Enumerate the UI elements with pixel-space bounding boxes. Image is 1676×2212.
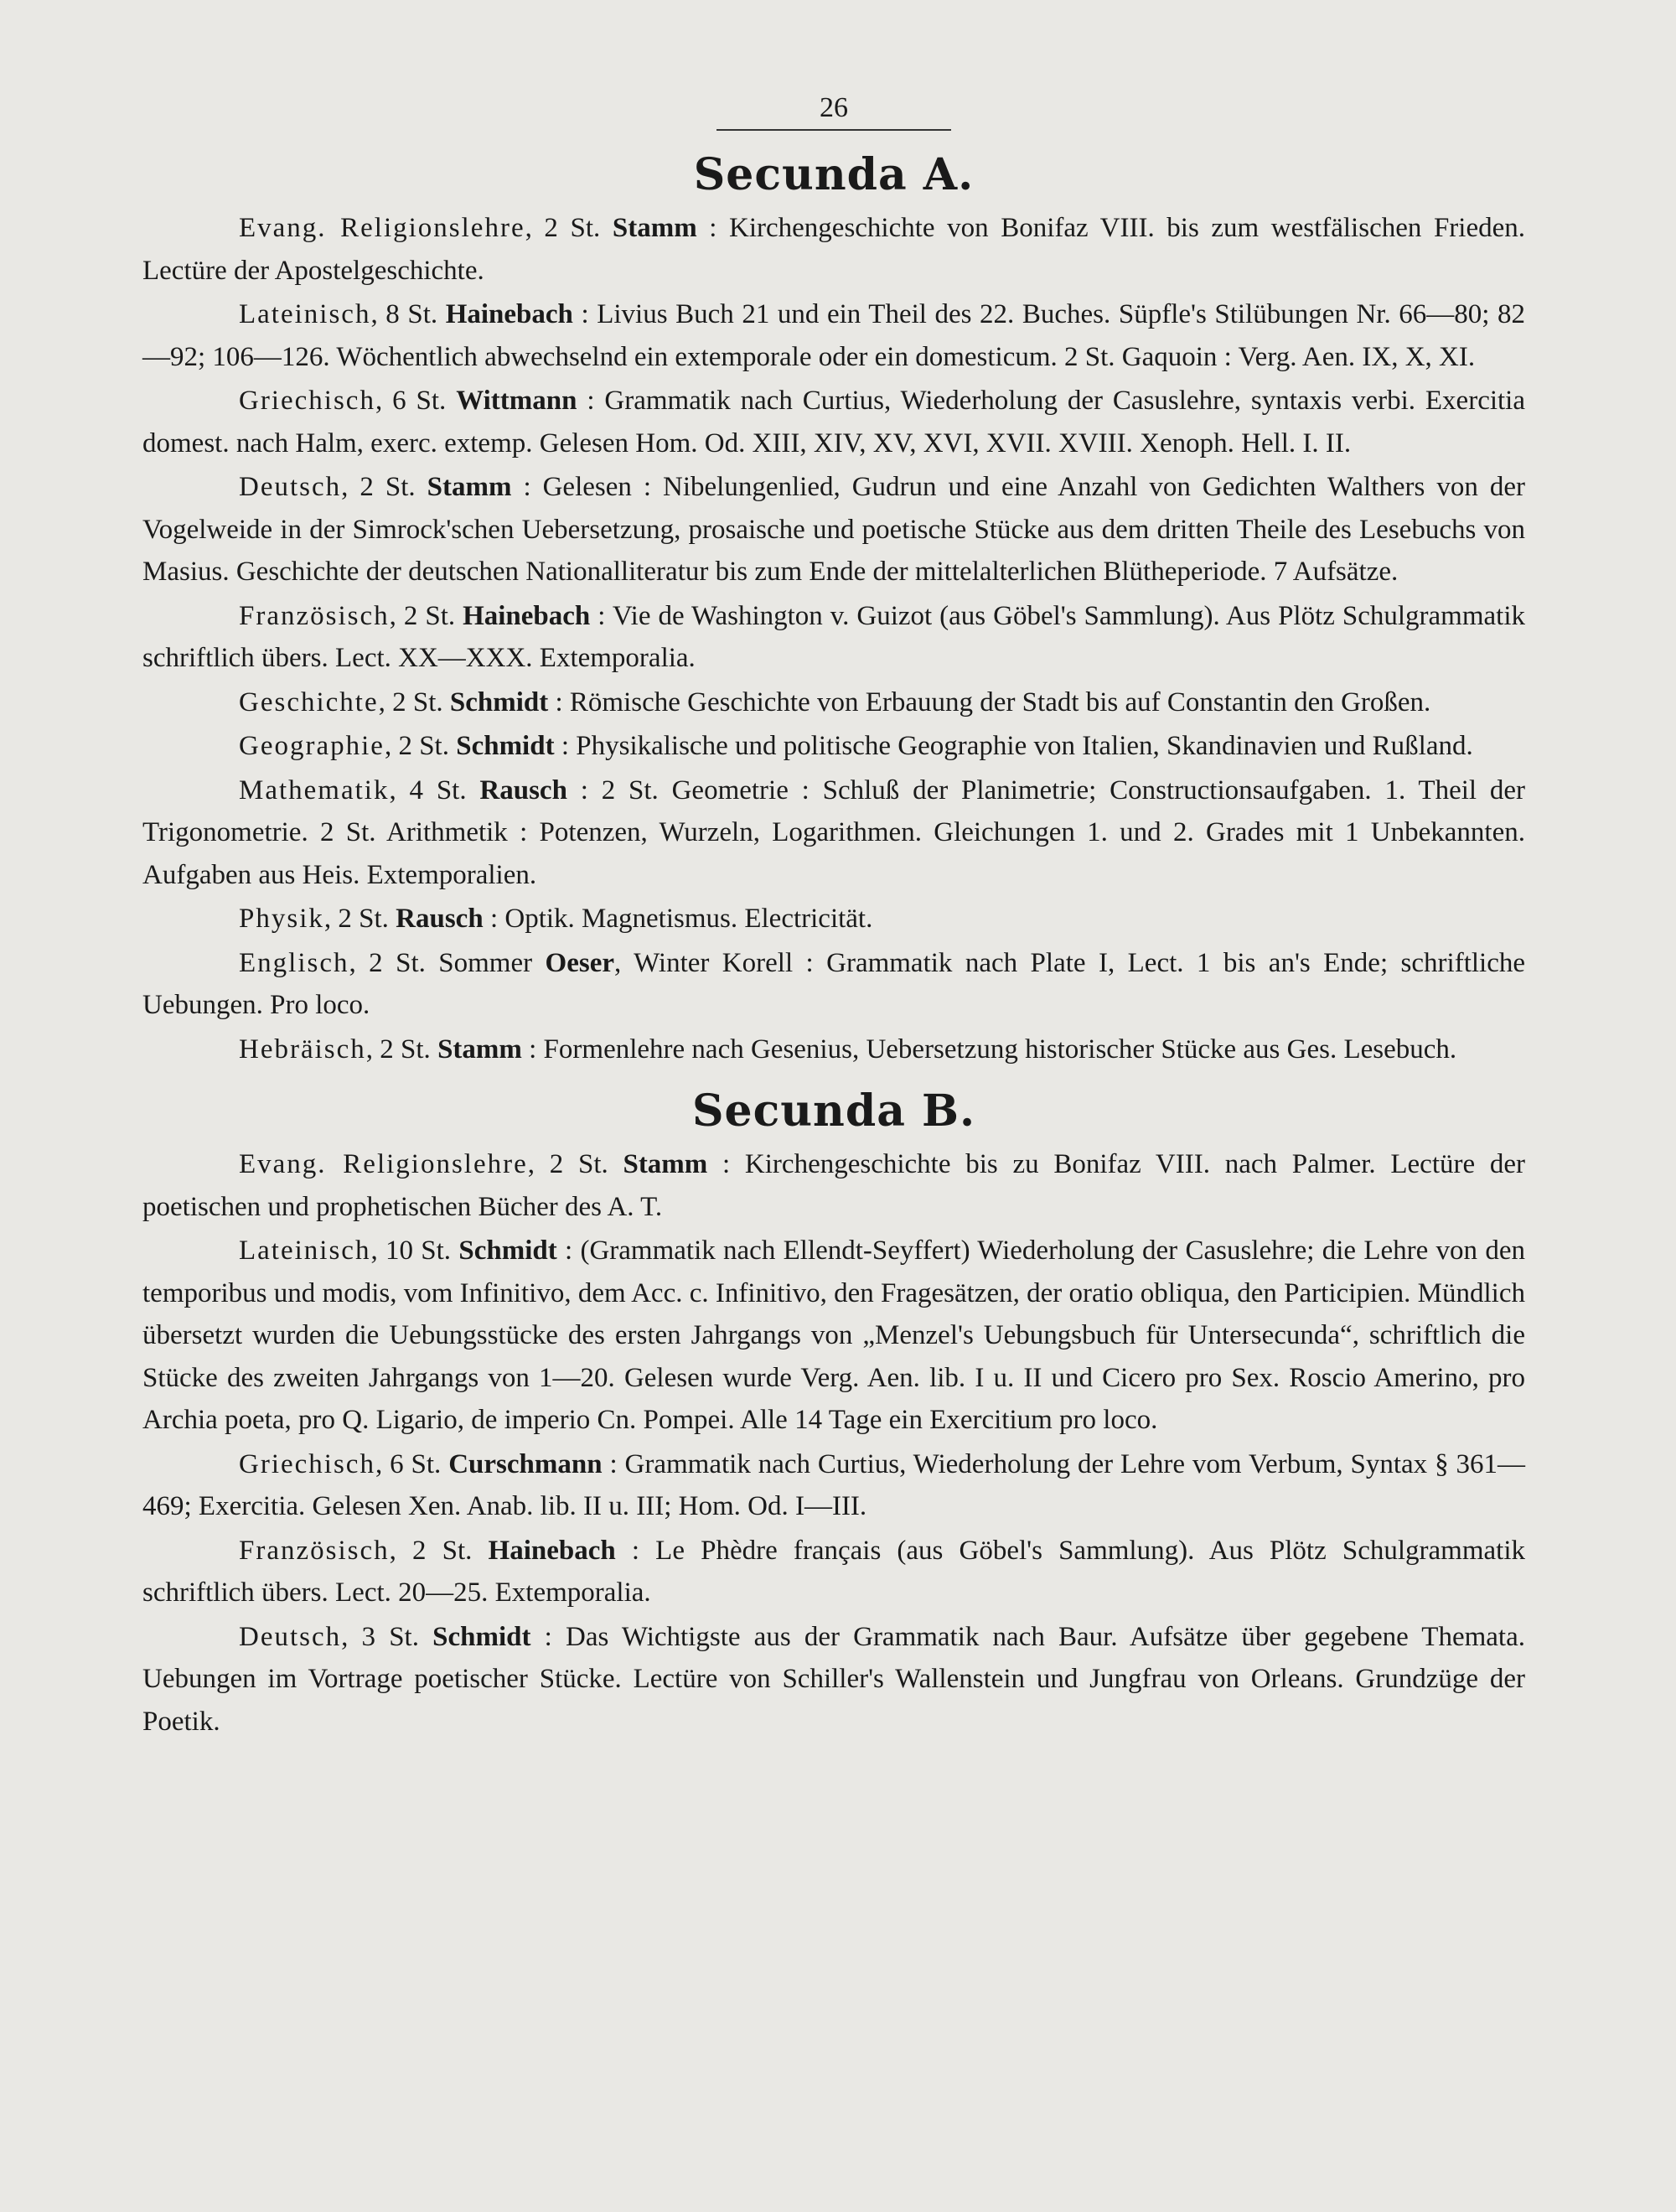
hours: , 6 St. xyxy=(375,1448,449,1479)
hours: , 2 St. Sommer xyxy=(349,947,546,978)
subject-label: Lateinisch xyxy=(239,299,371,329)
subject-label: Französisch xyxy=(239,1535,390,1566)
hours: , 2 St. xyxy=(527,1149,623,1179)
hours: , 2 St. xyxy=(378,686,450,717)
hours: , 2 St. xyxy=(323,904,396,934)
entry-text: : Livius Buch 21 und ein Theil des 22. Buches. Süpfle's Stilübungen Nr. 66—80; 82—92; 106—126. Wöchentlich abwechselnd ein extemporale oder ein domesticum. 2 St. Gaquoin : Verg. Aen. IX, X, XI. xyxy=(142,299,1526,372)
entry-text: : Physikalische und politische Geographie von Italien, Skandinavien und Rußland. xyxy=(554,731,1473,761)
subject-label: Griechisch xyxy=(239,386,375,416)
hours: , 2 St. xyxy=(389,1535,489,1566)
entry-geography-a xyxy=(142,725,1525,768)
entry-text: : Das Wichtigste aus der Grammatik nach Baur. Aufsätze über gegebene Themata. Uebungen im Vortrage poetischer Stücke. Lectüre von Schiller's Wallenstein und Jungfrau von Orleans. Grundzüge der Poetik. xyxy=(142,1621,1525,1737)
entry-text: : Grammatik nach Curtius, Wiederholung der Lehre vom Verbum, Syntax § 361—469; Exercitia. Gelesen Xen. Anab. lib. II u. III; Hom. Od. I—III. xyxy=(142,1448,1525,1521)
teacher-name: Rausch xyxy=(396,904,484,934)
section-heading-secunda-a: Secunda A. xyxy=(693,149,975,200)
teacher-name: Rausch xyxy=(479,774,567,806)
teacher-name: Stamm xyxy=(427,472,512,502)
entry-german-a xyxy=(142,466,1525,593)
teacher-name: Stamm xyxy=(623,1149,708,1179)
subject-label: Englisch xyxy=(239,947,349,978)
teacher-name: Schmidt xyxy=(456,731,555,761)
entry-hebrew-a xyxy=(142,1028,1525,1071)
entry-french-a xyxy=(142,595,1525,680)
teacher-name: Hainebach xyxy=(488,1535,616,1566)
subject-label: Griechisch xyxy=(239,1448,375,1479)
entry-text: : Gelesen : Nibelungenlied, Gudrun und eine Anzahl von Gedichten Walthers von der Vogelweide in der Simrock'schen Uebersetzung, prosaische und poetische Stücke aus dem dritten Theile des Lesebuchs von Masius. Geschichte der deutschen Nationalliteratur bis zum Ende der mittelalterlichen Blütheperiode. 7 Aufsätze. xyxy=(142,472,1525,587)
teacher-name: Schmidt xyxy=(449,686,549,717)
teacher-name: Hainebach xyxy=(445,299,573,329)
document-page xyxy=(142,92,1525,2154)
entry-text: , Winter Korell : Grammatik nach Plate I, Lect. 1 bis an's Ende; schriftliche Uebungen. Pro loco. xyxy=(142,947,1525,1020)
hours: , 2 St. xyxy=(389,600,463,631)
entry-latin-a xyxy=(142,293,1525,378)
subject-label: Evang. Religionslehre xyxy=(239,213,525,243)
hours: , 2 St. xyxy=(525,213,613,243)
hours: , 2 St. xyxy=(365,1033,438,1065)
teacher-name: Schmidt xyxy=(458,1236,557,1266)
page-number: 26 xyxy=(820,92,848,123)
hours: , 2 St. xyxy=(341,472,427,502)
entry-french-b xyxy=(142,1530,1525,1614)
hours: , 6 St. xyxy=(375,386,457,416)
subject-label: Deutsch xyxy=(239,1621,342,1652)
entry-text: : Kirchengeschichte bis zu Bonifaz VIII. nach Palmer. Lectüre der poetischen und prophetischen Bücher des A. T. xyxy=(142,1149,1525,1222)
subject-label: Lateinisch xyxy=(239,1236,371,1266)
hours: , 8 St. xyxy=(370,299,446,329)
subject-label: Hebräisch xyxy=(239,1033,366,1065)
subject-label: Physik xyxy=(239,904,324,934)
teacher-name: Oeser xyxy=(545,947,614,978)
subject-label: Geographie xyxy=(239,731,385,761)
entry-english-a xyxy=(142,942,1525,1027)
entry-text: : (Grammatik nach Ellendt-Seyffert) Wiederholung der Casuslehre; die Lehre von den temporibus und modis, vom Infinitivo, dem Acc. c. Infinitivo, den Fragesätzen, der oratio obliqua, den Participien. Mündlich übersetzt wurden die Uebungsstücke des ersten Jahrgangs von „Menzel's Uebungsbuch für Untersecunda“, schriftlich die Stücke des zweiten Jahrgangs von 1—20. Gelesen wurde Verg. Aen. lib. I u. II und Cicero pro Sex. Roscio Amerino, pro Archia poeta, pro Q. Ligario, de imperio Cn. Pompei. Alle 14 Tage ein Exercitium pro loco. xyxy=(142,1236,1525,1435)
entry-text: : Formenlehre nach Gesenius, Uebersetzung historischer Stücke aus Ges. Lesebuch. xyxy=(521,1033,1457,1065)
entry-text: : Le Phèdre français (aus Göbel's Sammlung). Aus Plötz Schulgrammatik schriftlich übers. Lect. 20—25. Extemporalia. xyxy=(142,1535,1526,1608)
subject-label: Evang. Religionslehre xyxy=(239,1149,528,1179)
entry-text: : Kirchengeschichte von Bonifaz VIII. bis zum westfälischen Frieden. Lectüre der Apostelgeschichte. xyxy=(142,213,1525,286)
hours: , 3 St. xyxy=(341,1621,433,1652)
teacher-name: Curschmann xyxy=(448,1448,603,1479)
hours: , 10 St. xyxy=(370,1236,459,1266)
teacher-name: Schmidt xyxy=(432,1621,531,1652)
teacher-name: Stamm xyxy=(437,1033,522,1065)
entry-text: : Römische Geschichte von Erbauung der Stadt bis auf Constantin den Großen. xyxy=(548,686,1431,717)
entry-german-b xyxy=(142,1616,1525,1743)
teacher-name: Stamm xyxy=(612,213,697,243)
entry-text: : Grammatik nach Curtius, Wiederholung der Casuslehre, syntaxis verbi. Exercitia domest. nach Halm, exerc. extemp. Gelesen Hom. Od. XIII, XIV, XV, XVI, XVII. XVIII. Xenoph. Hell. I. II. xyxy=(142,386,1525,458)
teacher-name: Wittmann xyxy=(456,386,577,416)
entry-text: : 2 St. Geometrie : Schluß der Planimetrie; Constructionsaufgaben. 1. Theil der Trigonometrie. 2 St. Arithmetik : Potenzen, Wurzeln, Logarithmen. Gleichungen 1. und 2. Grades mit 1 Unbekannten. Aufgaben aus Heis. Extemporalien. xyxy=(142,774,1525,890)
subject-label: Deutsch xyxy=(239,472,342,502)
entry-text: : Vie de Washington v. Guizot (aus Göbel's Sammlung). Aus Plötz Schulgrammatik schriftlich übers. Lect. XX—XXX. Extemporalia. xyxy=(142,600,1525,673)
subject-label: Geschichte xyxy=(239,686,379,717)
entry-mathematics-a xyxy=(142,769,1525,897)
entry-religion-a xyxy=(142,207,1525,292)
entry-history-a xyxy=(142,681,1525,724)
entry-religion-b xyxy=(142,1143,1525,1228)
subject-label: Mathematik xyxy=(239,774,390,806)
subject-label: Französisch xyxy=(239,600,390,631)
entry-greek-a xyxy=(142,380,1525,464)
entry-greek-b xyxy=(142,1443,1525,1528)
entry-text: : Optik. Magnetismus. Electricität. xyxy=(483,904,873,934)
header-rule xyxy=(716,129,951,131)
teacher-name: Hainebach xyxy=(463,600,591,631)
entry-physics-a xyxy=(142,898,1525,940)
hours: , 2 St. xyxy=(384,731,457,761)
section-heading-secunda-b: Secunda B. xyxy=(691,1085,976,1137)
entry-latin-b xyxy=(142,1230,1525,1442)
hours: , 4 St. xyxy=(389,774,480,806)
